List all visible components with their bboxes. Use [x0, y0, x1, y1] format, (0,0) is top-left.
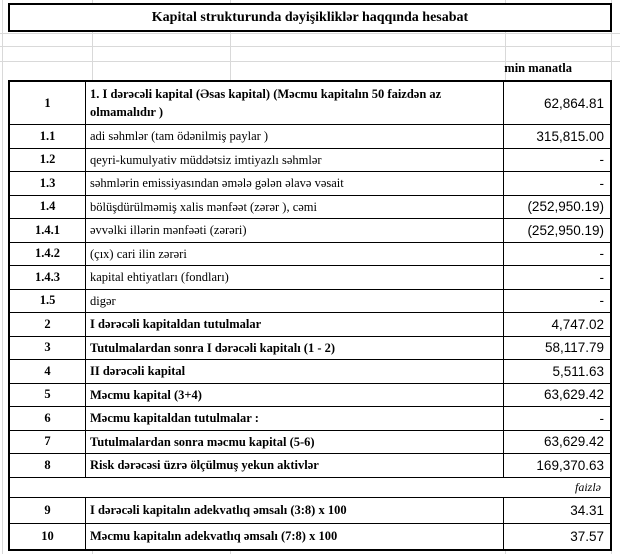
row-number: 8 — [10, 454, 86, 477]
row-value: - — [599, 152, 604, 168]
row-label: digər — [86, 290, 504, 313]
capital-table — [8, 80, 612, 551]
row-label: (çıx) cari ilin zərəri — [86, 243, 504, 266]
row-value: - — [599, 269, 604, 285]
row-value: 37.57 — [570, 528, 604, 544]
row-value: 4,747.02 — [551, 316, 604, 332]
row-value: 63,629.42 — [543, 434, 604, 450]
row-label: bölüşdürülməmiş xalis mənfəət (zərər ), cəmi — [86, 196, 504, 219]
table-row — [10, 336, 610, 360]
row-number: 2 — [10, 313, 86, 336]
row-number: 1.4 — [10, 196, 86, 219]
row-number: 1.1 — [10, 125, 86, 148]
row-number: 4 — [10, 360, 86, 383]
row-value: - — [599, 410, 604, 426]
table-row — [10, 242, 610, 266]
row-label: əvvəlki illərin mənfəəti (zərəri) — [86, 219, 504, 242]
row-number: 10 — [10, 524, 86, 549]
row-value: - — [599, 293, 604, 309]
table-row — [10, 523, 610, 549]
row-label: I dərəcəli kapitaldan tutulmalar — [86, 313, 504, 336]
report-title-box — [8, 3, 612, 32]
row-label: Məcmu kapitalın adekvatlıq əmsalı (7:8) x 100 — [86, 524, 504, 549]
percent-unit-row — [10, 477, 610, 497]
table-row — [10, 359, 610, 383]
table-row — [10, 265, 610, 289]
table-row — [10, 383, 610, 407]
row-number: 1 — [10, 82, 86, 124]
gridline-horizontal — [0, 33, 620, 34]
row-value: (252,950.19) — [527, 222, 604, 238]
row-number: 1.4.3 — [10, 266, 86, 289]
table-row — [10, 289, 610, 313]
row-value: 63,629.42 — [543, 387, 604, 403]
row-number: 7 — [10, 431, 86, 454]
row-value: 34.31 — [570, 502, 604, 518]
row-number: 1.4.2 — [10, 243, 86, 266]
row-label: adi səhmlər (tam ödənilmiş paylar ) — [86, 125, 504, 148]
percent-label: faizlə — [575, 479, 601, 494]
row-label: kapital ehtiyatları (fondları) — [86, 266, 504, 289]
row-number: 9 — [10, 498, 86, 523]
table-row — [10, 406, 610, 430]
table-row — [10, 312, 610, 336]
table-row — [10, 218, 610, 242]
row-number: 6 — [10, 407, 86, 430]
row-number: 1.5 — [10, 290, 86, 313]
row-number: 5 — [10, 384, 86, 407]
row-label: I dərəcəli kapitalın adekvatlıq əmsalı (3:8) x 100 — [86, 498, 504, 523]
table-row — [10, 195, 610, 219]
row-number: 3 — [10, 337, 86, 360]
row-label: II dərəcəli kapital — [86, 360, 504, 383]
row-label: Risk dərəcəsi üzrə ölçülmuş yekun aktivlər — [86, 454, 504, 477]
row-label: qeyri-kumulyativ müddətsiz imtiyazlı səhmlər — [86, 149, 504, 172]
page-title: Kapital strukturunda dəyişikliklər haqqında hesabat — [151, 9, 469, 25]
row-value: - — [599, 175, 604, 191]
row-label: Tutulmalardan sonra məcmu kapital (5-6) — [86, 431, 504, 454]
row-number: 1.4.1 — [10, 219, 86, 242]
row-value: 58,117.79 — [544, 340, 604, 356]
unit-label: min manatla — [504, 61, 572, 75]
row-number: 1.3 — [10, 172, 86, 195]
row-value: 315,815.00 — [536, 128, 604, 144]
table-row — [10, 430, 610, 454]
row-label: Məcmu kapitaldan tutulmalar : — [86, 407, 504, 430]
row-value: (252,950.19) — [527, 199, 604, 215]
table-row — [10, 497, 610, 523]
row-label: Məcmu kapital (3+4) — [86, 384, 504, 407]
row-label: Tutulmalardan sonra I dərəcəli kapitalı (1 - 2) — [86, 337, 504, 360]
table-row — [10, 171, 610, 195]
table-row — [10, 453, 610, 477]
table-row — [10, 148, 610, 172]
row-value: 169,370.63 — [536, 457, 604, 473]
row-number: 1.2 — [10, 149, 86, 172]
row-value: 62,864.81 — [543, 95, 604, 111]
row-label: 1. I dərəcəli kapital (Əsas kapital) (Məcmu kapitalın 50 faizdən az olmamalıdır ) — [86, 82, 504, 124]
row-value: 5,511.63 — [552, 363, 604, 379]
row-value: - — [599, 246, 604, 262]
row-label: səhmlərin emissiyasından əmələ gələn əlavə vəsait — [86, 172, 504, 195]
gridline-vertical — [2, 0, 3, 554]
gridline-horizontal — [0, 46, 620, 47]
table-row — [10, 124, 610, 148]
table-row — [10, 82, 610, 124]
